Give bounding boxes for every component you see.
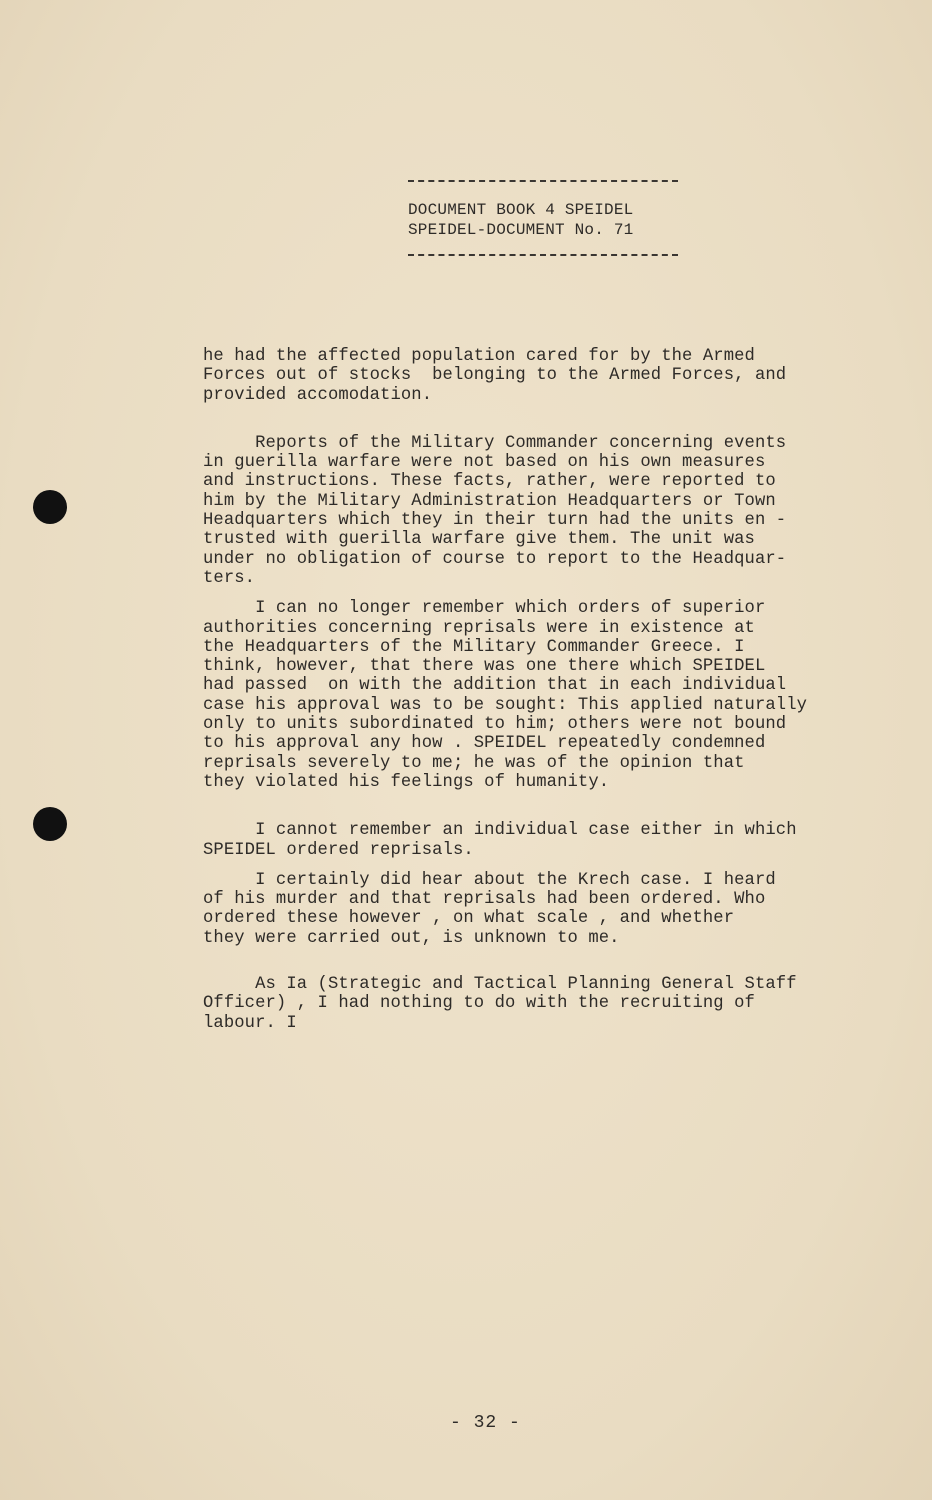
- punch-hole: [33, 807, 67, 841]
- paragraph-guerilla-reports: Reports of the Military Commander concerning events in guerilla warfare were not based on his own measures and instructions. These facts, rather, were reported to him by the Military Administration Headquarters or Town Headquarters which they in their turn had the units en - trusted with guerilla warfare give them. The unit was under no obligation of course to report to the Headquar- ters.: [203, 433, 787, 588]
- paragraph-no-reprisals: I cannot remember an individual case either in which SPEIDEL ordered reprisals.: [203, 821, 797, 860]
- document-number: SPEIDEL-DOCUMENT No. 71: [408, 221, 634, 239]
- paragraph-population-care: he had the affected population cared for by the Armed Forces out of stocks belonging to the Armed Forces, and provided accomodation.: [203, 347, 787, 405]
- paragraph-recruiting-labour: As Ia (Strategic and Tactical Planning General Staff Officer) , I had nothing to do with the recruiting of labour. I: [203, 975, 797, 1033]
- header-rule-bottom: [408, 254, 678, 256]
- paragraph-reprisal-orders: I can no longer remember which orders of superior authorities concerning reprisals were in existence at the Headquarters of the Military Commander Greece. I think, however, that there was one there which SPEIDEL had passed on with the addition that in each individual case his approval was to be sought: This applied naturally only to units subordinated to him; others were not bound to his approval any how . SPEIDEL repeatedly condemned reprisals severely to me; he was of the opinion that they violated his feelings of humanity.: [203, 599, 808, 792]
- document-book-title: DOCUMENT BOOK 4 SPEIDEL: [408, 201, 634, 219]
- page-number: - 32 -: [450, 1413, 521, 1433]
- document-body: [203, 347, 893, 1061]
- punch-hole: [33, 490, 67, 524]
- document-header: [408, 180, 680, 256]
- paragraph-krech-case: I certainly did hear about the Krech case. I heard of his murder and that reprisals had been ordered. Who ordered these however , on what scale , and whether they were carried out, is unknown to me.: [203, 870, 776, 948]
- header-rule-top: [408, 180, 678, 182]
